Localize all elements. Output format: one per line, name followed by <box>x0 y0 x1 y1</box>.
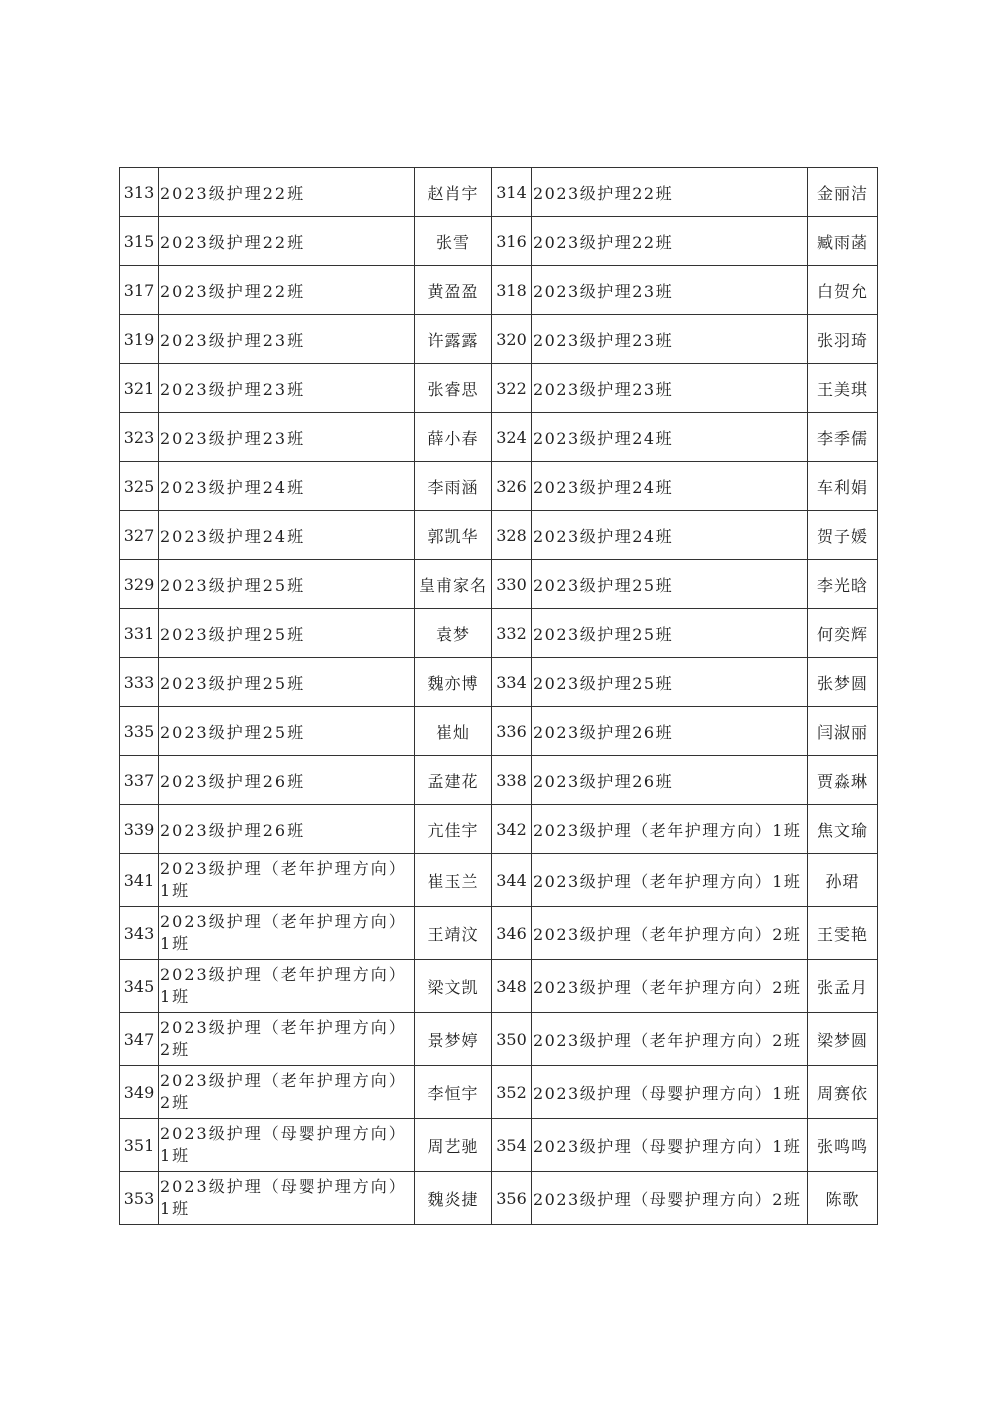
left-name-cell: 亢佳宇 <box>415 805 492 854</box>
left-number-cell: 329 <box>120 560 159 609</box>
table-row <box>120 413 878 462</box>
right-class-cell: 2023级护理（母婴护理方向）1班 <box>532 1119 808 1172</box>
left-name-cell: 袁梦 <box>415 609 492 658</box>
left-number-cell: 321 <box>120 364 159 413</box>
right-name-cell: 王美琪 <box>808 364 878 413</box>
left-number-cell: 339 <box>120 805 159 854</box>
left-number-cell: 323 <box>120 413 159 462</box>
right-name-cell: 焦文瑜 <box>808 805 878 854</box>
right-number-cell: 342 <box>492 805 532 854</box>
right-name-cell: 车利娟 <box>808 462 878 511</box>
table-row <box>120 266 878 315</box>
left-class-cell: 2023级护理24班 <box>159 462 415 511</box>
left-number-cell: 353 <box>120 1172 159 1225</box>
left-class-cell: 2023级护理22班 <box>159 168 415 217</box>
left-name-cell: 景梦婷 <box>415 1013 492 1066</box>
left-name-cell: 李恒宇 <box>415 1066 492 1119</box>
left-name-cell: 魏亦博 <box>415 658 492 707</box>
right-name-cell: 张梦圆 <box>808 658 878 707</box>
right-class-cell: 2023级护理（老年护理方向）1班 <box>532 854 808 907</box>
left-class-cell: 2023级护理（老年护理方向）1班 <box>159 960 415 1013</box>
left-name-cell: 周艺驰 <box>415 1119 492 1172</box>
right-name-cell: 李光晗 <box>808 560 878 609</box>
left-class-cell: 2023级护理（老年护理方向）1班 <box>159 907 415 960</box>
table-row <box>120 217 878 266</box>
right-number-cell: 330 <box>492 560 532 609</box>
right-class-cell: 2023级护理25班 <box>532 658 808 707</box>
right-name-cell: 闫淑丽 <box>808 707 878 756</box>
left-name-cell: 皇甫家名 <box>415 560 492 609</box>
left-number-cell: 331 <box>120 609 159 658</box>
right-class-cell: 2023级护理26班 <box>532 707 808 756</box>
left-number-cell: 335 <box>120 707 159 756</box>
left-class-cell: 2023级护理22班 <box>159 266 415 315</box>
left-name-cell: 赵肖宇 <box>415 168 492 217</box>
right-name-cell: 张孟月 <box>808 960 878 1013</box>
right-class-cell: 2023级护理24班 <box>532 462 808 511</box>
right-class-cell: 2023级护理（老年护理方向）2班 <box>532 907 808 960</box>
table-row <box>120 707 878 756</box>
right-number-cell: 346 <box>492 907 532 960</box>
left-name-cell: 孟建花 <box>415 756 492 805</box>
left-class-cell: 2023级护理25班 <box>159 609 415 658</box>
left-class-cell: 2023级护理23班 <box>159 413 415 462</box>
right-class-cell: 2023级护理23班 <box>532 266 808 315</box>
right-name-cell: 周赛依 <box>808 1066 878 1119</box>
right-number-cell: 324 <box>492 413 532 462</box>
left-class-cell: 2023级护理26班 <box>159 805 415 854</box>
left-class-cell: 2023级护理24班 <box>159 511 415 560</box>
right-class-cell: 2023级护理25班 <box>532 560 808 609</box>
left-class-cell: 2023级护理（老年护理方向）1班 <box>159 854 415 907</box>
left-name-cell: 王靖汶 <box>415 907 492 960</box>
left-number-cell: 341 <box>120 854 159 907</box>
table-row <box>120 168 878 217</box>
roster-body <box>120 168 878 1225</box>
roster-table <box>119 167 878 1225</box>
table-row <box>120 805 878 854</box>
left-class-cell: 2023级护理23班 <box>159 315 415 364</box>
right-number-cell: 314 <box>492 168 532 217</box>
left-number-cell: 315 <box>120 217 159 266</box>
right-number-cell: 336 <box>492 707 532 756</box>
table-row <box>120 560 878 609</box>
right-name-cell: 王雯艳 <box>808 907 878 960</box>
table-row <box>120 609 878 658</box>
table-row <box>120 960 878 1013</box>
right-class-cell: 2023级护理（老年护理方向）2班 <box>532 1013 808 1066</box>
right-class-cell: 2023级护理23班 <box>532 315 808 364</box>
table-row <box>120 1013 878 1066</box>
table-row <box>120 511 878 560</box>
left-class-cell: 2023级护理（母婴护理方向）1班 <box>159 1172 415 1225</box>
left-number-cell: 319 <box>120 315 159 364</box>
left-number-cell: 345 <box>120 960 159 1013</box>
right-number-cell: 316 <box>492 217 532 266</box>
right-name-cell: 白贺允 <box>808 266 878 315</box>
left-number-cell: 337 <box>120 756 159 805</box>
right-number-cell: 326 <box>492 462 532 511</box>
left-class-cell: 2023级护理25班 <box>159 658 415 707</box>
left-class-cell: 2023级护理26班 <box>159 756 415 805</box>
right-class-cell: 2023级护理（老年护理方向）2班 <box>532 960 808 1013</box>
left-name-cell: 张睿思 <box>415 364 492 413</box>
right-name-cell: 陈歌 <box>808 1172 878 1225</box>
right-number-cell: 328 <box>492 511 532 560</box>
right-class-cell: 2023级护理24班 <box>532 413 808 462</box>
left-number-cell: 343 <box>120 907 159 960</box>
left-number-cell: 313 <box>120 168 159 217</box>
left-name-cell: 魏炎捷 <box>415 1172 492 1225</box>
left-name-cell: 李雨涵 <box>415 462 492 511</box>
right-number-cell: 334 <box>492 658 532 707</box>
right-name-cell: 贺子媛 <box>808 511 878 560</box>
table-row <box>120 907 878 960</box>
left-class-cell: 2023级护理25班 <box>159 560 415 609</box>
right-number-cell: 354 <box>492 1119 532 1172</box>
left-number-cell: 333 <box>120 658 159 707</box>
right-class-cell: 2023级护理23班 <box>532 364 808 413</box>
right-name-cell: 孙珺 <box>808 854 878 907</box>
right-number-cell: 344 <box>492 854 532 907</box>
left-class-cell: 2023级护理25班 <box>159 707 415 756</box>
right-class-cell: 2023级护理24班 <box>532 511 808 560</box>
table-row <box>120 1066 878 1119</box>
table-row <box>120 854 878 907</box>
right-name-cell: 梁梦圆 <box>808 1013 878 1066</box>
left-name-cell: 崔玉兰 <box>415 854 492 907</box>
left-number-cell: 349 <box>120 1066 159 1119</box>
table-row <box>120 756 878 805</box>
left-name-cell: 崔灿 <box>415 707 492 756</box>
right-class-cell: 2023级护理25班 <box>532 609 808 658</box>
left-name-cell: 郭凯华 <box>415 511 492 560</box>
right-number-cell: 320 <box>492 315 532 364</box>
table-row <box>120 364 878 413</box>
left-name-cell: 许露露 <box>415 315 492 364</box>
left-number-cell: 317 <box>120 266 159 315</box>
left-class-cell: 2023级护理（老年护理方向）2班 <box>159 1066 415 1119</box>
left-number-cell: 347 <box>120 1013 159 1066</box>
right-name-cell: 臧雨菡 <box>808 217 878 266</box>
left-class-cell: 2023级护理22班 <box>159 217 415 266</box>
right-number-cell: 352 <box>492 1066 532 1119</box>
left-name-cell: 张雪 <box>415 217 492 266</box>
right-name-cell: 金丽洁 <box>808 168 878 217</box>
right-number-cell: 322 <box>492 364 532 413</box>
right-number-cell: 356 <box>492 1172 532 1225</box>
left-number-cell: 351 <box>120 1119 159 1172</box>
left-number-cell: 325 <box>120 462 159 511</box>
right-number-cell: 332 <box>492 609 532 658</box>
right-name-cell: 贾淼琳 <box>808 756 878 805</box>
left-name-cell: 黄盈盈 <box>415 266 492 315</box>
right-name-cell: 张鸣鸣 <box>808 1119 878 1172</box>
right-name-cell: 何奕辉 <box>808 609 878 658</box>
left-class-cell: 2023级护理（老年护理方向）2班 <box>159 1013 415 1066</box>
left-name-cell: 梁文凯 <box>415 960 492 1013</box>
right-number-cell: 348 <box>492 960 532 1013</box>
right-name-cell: 张羽琦 <box>808 315 878 364</box>
left-name-cell: 薛小春 <box>415 413 492 462</box>
left-number-cell: 327 <box>120 511 159 560</box>
table-row <box>120 1172 878 1225</box>
right-class-cell: 2023级护理（母婴护理方向）2班 <box>532 1172 808 1225</box>
left-class-cell: 2023级护理（母婴护理方向）1班 <box>159 1119 415 1172</box>
table-row <box>120 462 878 511</box>
right-number-cell: 318 <box>492 266 532 315</box>
table-row <box>120 315 878 364</box>
right-name-cell: 李季儒 <box>808 413 878 462</box>
table-row <box>120 1119 878 1172</box>
right-number-cell: 338 <box>492 756 532 805</box>
right-class-cell: 2023级护理22班 <box>532 217 808 266</box>
right-number-cell: 350 <box>492 1013 532 1066</box>
table-row <box>120 658 878 707</box>
right-class-cell: 2023级护理（老年护理方向）1班 <box>532 805 808 854</box>
right-class-cell: 2023级护理26班 <box>532 756 808 805</box>
left-class-cell: 2023级护理23班 <box>159 364 415 413</box>
right-class-cell: 2023级护理22班 <box>532 168 808 217</box>
right-class-cell: 2023级护理（母婴护理方向）1班 <box>532 1066 808 1119</box>
